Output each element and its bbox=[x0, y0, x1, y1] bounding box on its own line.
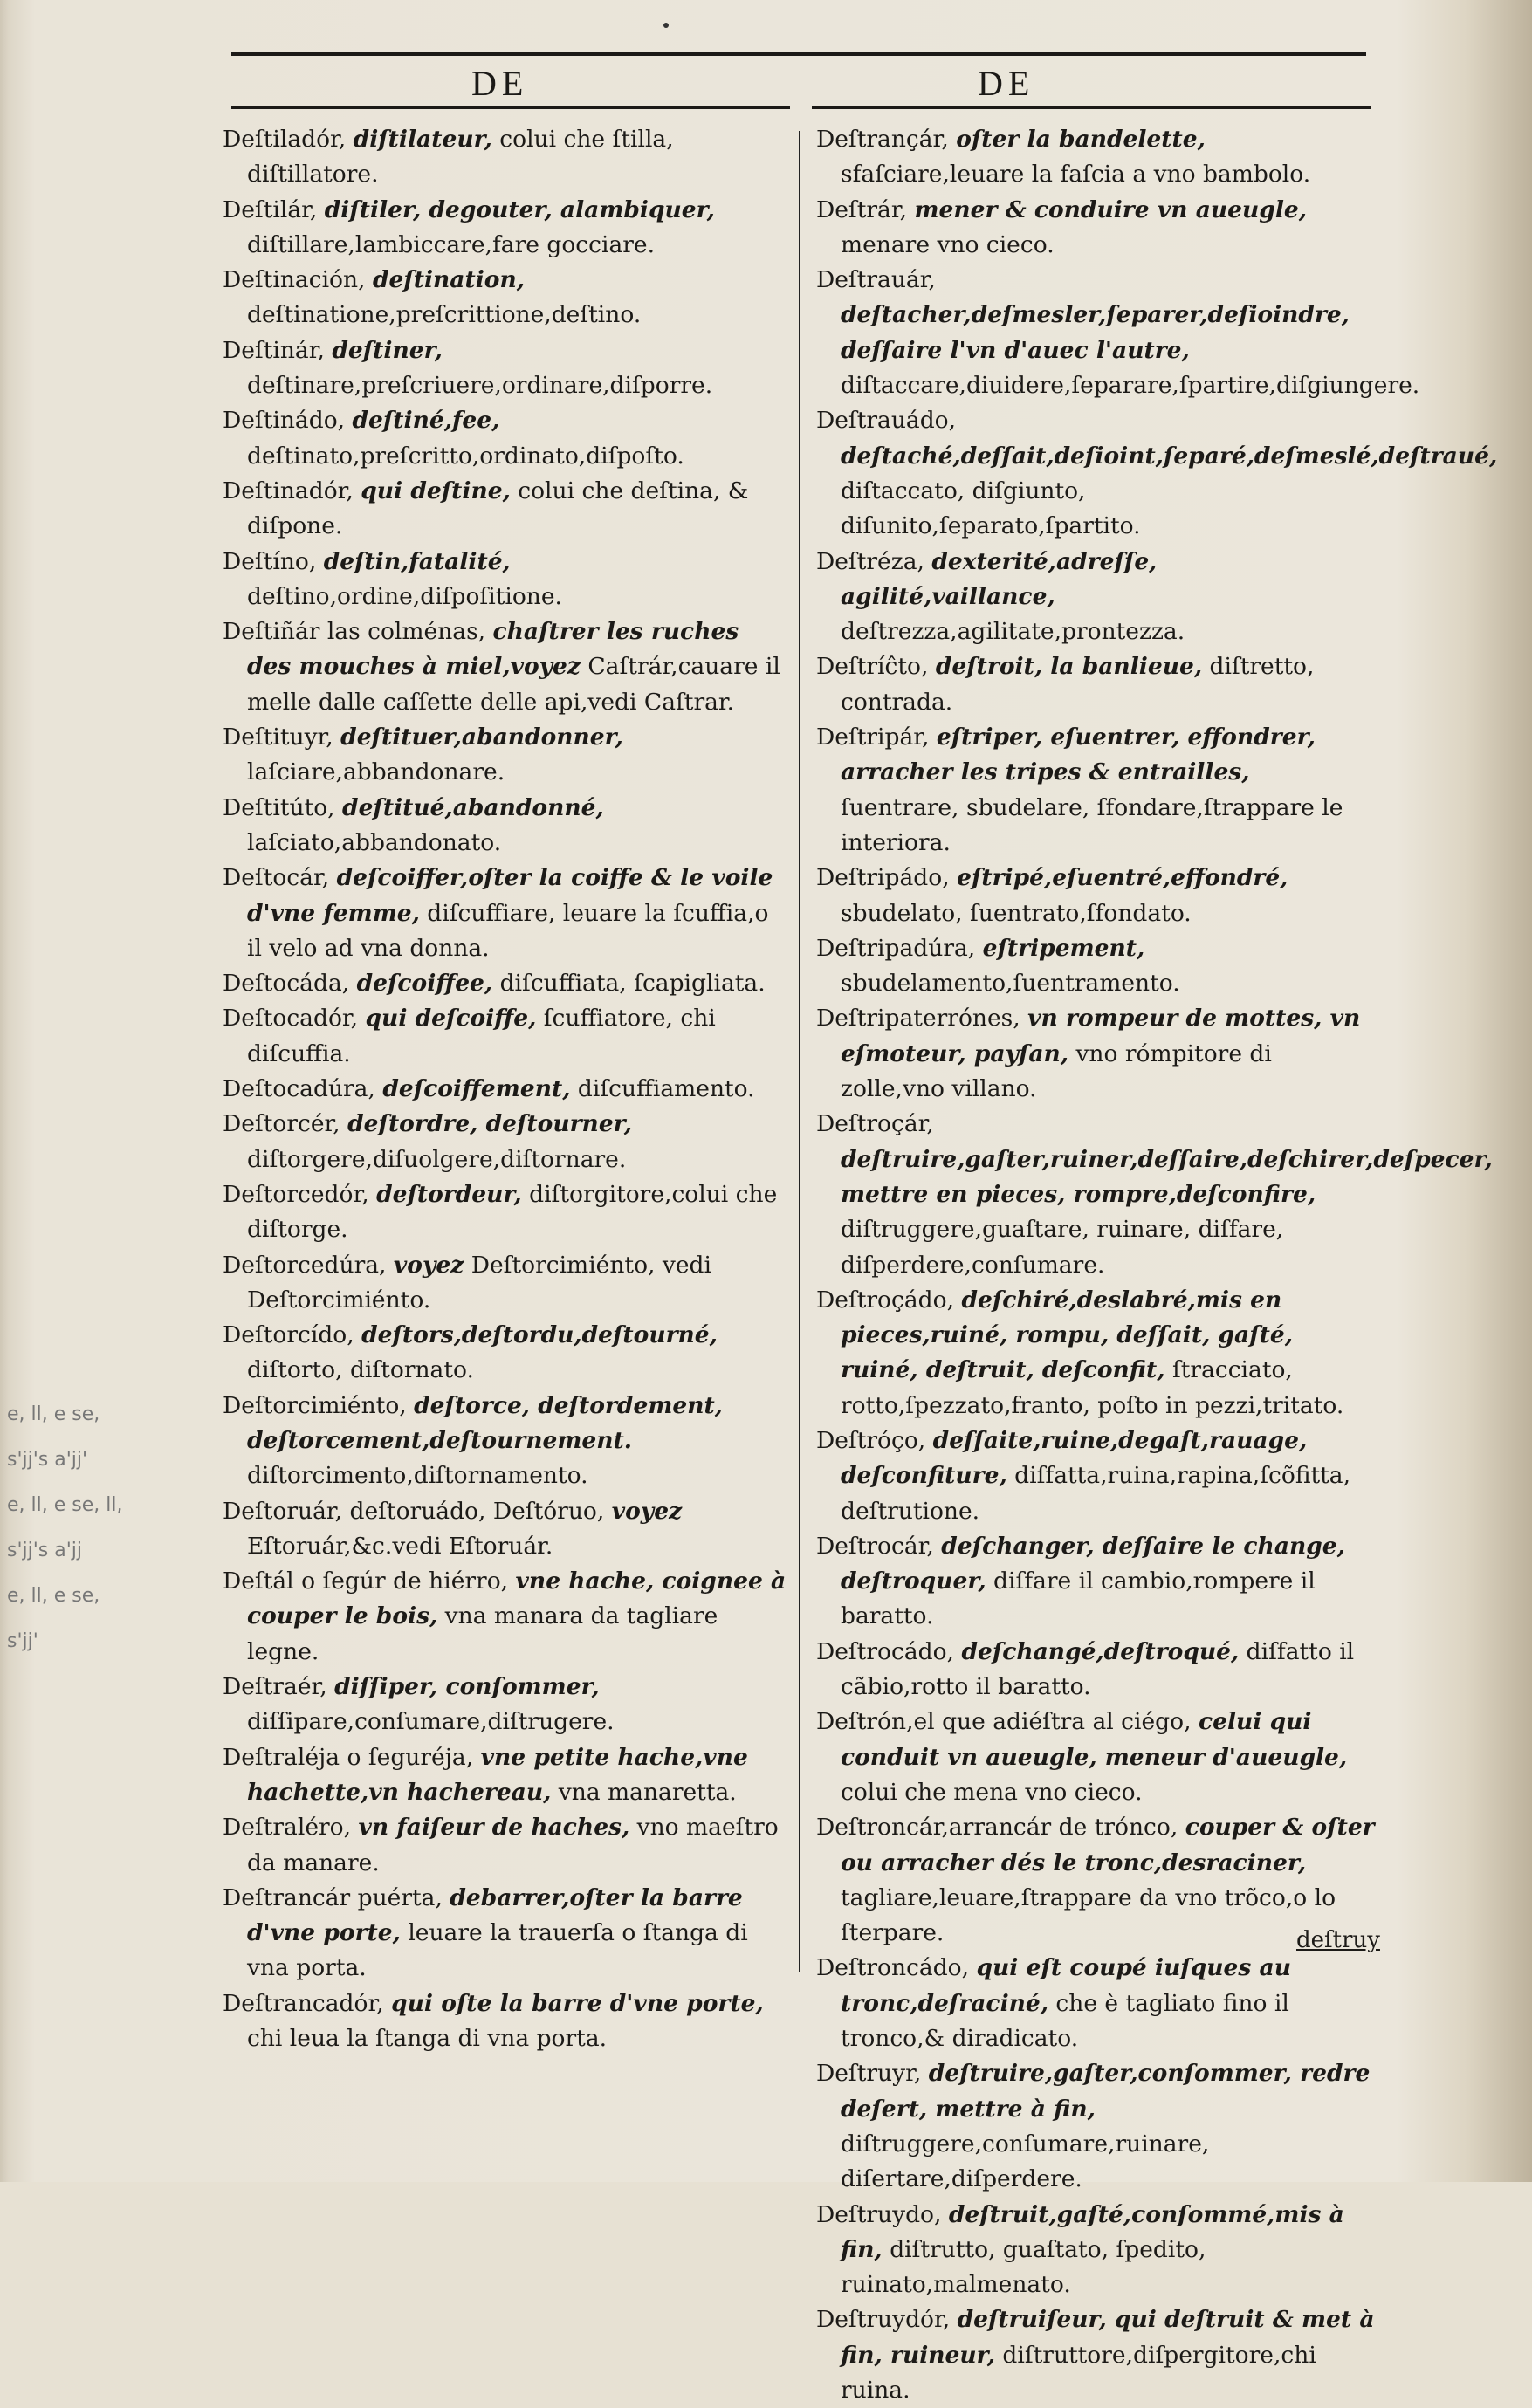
dictionary-entry bbox=[223, 1740, 790, 1811]
entry-headword: Deſtoruár, deſtoruádo, Deſtóruo, bbox=[223, 1497, 605, 1525]
entry-french: voyez bbox=[611, 1497, 683, 1525]
entry-italian: deſtrezza,agilitate,prontezza. bbox=[841, 618, 1185, 646]
entry-italian: che è tagliato fino il tronco,& diradicato. bbox=[841, 1989, 1289, 2053]
entry-french: deſtiné,fee, bbox=[352, 407, 500, 435]
entry-headword: Deſtroçár, bbox=[816, 1110, 934, 1138]
dictionary-entry bbox=[816, 1424, 1375, 1529]
entry-headword: Deſtinadór, bbox=[223, 477, 354, 504]
dictionary-entry bbox=[816, 931, 1375, 1002]
dictionary-entry bbox=[816, 2198, 1375, 2303]
entry-italian: sbudelato, ſuentrato,ſfondato. bbox=[841, 899, 1192, 927]
entry-italian: colui che mena vno cieco. bbox=[841, 1778, 1143, 1806]
entry-french: dexterité,adreſſe, agilité,vaillance, bbox=[841, 547, 1158, 610]
entry-french: vn faiſeur de haches, bbox=[358, 1814, 630, 1842]
entry-headword: Deſtripadúra, bbox=[816, 934, 976, 962]
entry-french: eſtriper, eſuentrer, effondrer, arracher les tripes & entrailles, bbox=[841, 724, 1316, 786]
entry-italian: diſcuffiamento. bbox=[577, 1075, 755, 1103]
dictionary-entry bbox=[223, 1072, 790, 1107]
entry-italian: deſtino,ordine,diſpoſitione. bbox=[247, 582, 562, 610]
entry-headword: Deſtrocádo, bbox=[816, 1637, 954, 1665]
dictionary-entry bbox=[223, 614, 790, 720]
entry-italian: diſtaccare,diuidere,ſeparare,ſpartire,diſgiungere. bbox=[841, 372, 1420, 400]
dictionary-entry bbox=[223, 1810, 790, 1881]
entry-french: deſcoiffee, bbox=[356, 970, 493, 998]
margin-mark: e, ll, e se, ll, bbox=[7, 1494, 123, 1516]
entry-french: deſtituer,abandonner, bbox=[340, 724, 623, 751]
entry-italian: diſtaccato, diſgiunto, diſunito,ſeparato,ſpartito. bbox=[841, 477, 1141, 540]
entry-headword: Deſtruyr, bbox=[816, 2060, 922, 2088]
entry-italian: ſtracciato, rotto,ſpezzato,franto, poſto in pezzi,tritato. bbox=[841, 1356, 1344, 1419]
entry-french: eſtripement, bbox=[982, 934, 1145, 962]
dictionary-entry bbox=[223, 1494, 790, 1565]
top-rule bbox=[231, 52, 1366, 56]
dictionary-entry bbox=[816, 2056, 1375, 2197]
entry-french: deſtitué,abandonné, bbox=[342, 793, 604, 821]
dictionary-entry bbox=[223, 1177, 790, 1248]
entry-italian: Eſtoruár,&c.vedi Eſtoruár. bbox=[247, 1532, 553, 1560]
entry-headword: Deſtorcedór, bbox=[223, 1180, 369, 1208]
entry-italian: sbudelamento,ſuentramento. bbox=[841, 970, 1180, 998]
dictionary-entry bbox=[223, 1107, 790, 1177]
entry-headword: Deſtripaterrónes, bbox=[816, 1005, 1020, 1032]
entry-french: couper & oſter ou arracher dés le tronc,desraciner, bbox=[841, 1814, 1375, 1876]
entry-french: deſcoiffement, bbox=[382, 1075, 571, 1103]
entry-french: deſtordre, deſtourner, bbox=[347, 1110, 632, 1138]
dictionary-entry bbox=[816, 403, 1498, 544]
entry-italian: diſcuffiata, ſcapigliata. bbox=[499, 970, 766, 998]
margin-mark: s'jj's a'jj bbox=[7, 1540, 82, 1561]
entry-italian: vna manaretta. bbox=[558, 1778, 737, 1806]
margin-marks bbox=[7, 1392, 190, 1664]
entry-french: eſtripé,eſuentré,effondré, bbox=[957, 864, 1288, 892]
entry-french: deſtroit, la banlieue, bbox=[935, 653, 1203, 681]
entry-french: deſcoiffer,oſter la coiffe & le voile d'vne femme, bbox=[247, 864, 773, 927]
entry-italian: diſtrutto, guaſtato, ſpedito, ruinato,malmenato. bbox=[841, 2235, 1206, 2299]
entry-headword: Deſtorcimiénto, bbox=[223, 1391, 407, 1419]
entry-headword: Deſtrauár, bbox=[816, 266, 936, 294]
entry-italian: diſtruggere,conſumare,ruinare, diſertare,diſperdere. bbox=[841, 2130, 1210, 2193]
dictionary-entry bbox=[816, 2302, 1375, 2408]
catchword: deſtruy bbox=[1296, 1927, 1380, 1953]
entry-french: qui deſtine, bbox=[361, 477, 511, 504]
entry-headword: Deſtiñár las colménas, bbox=[223, 618, 486, 646]
entry-italian: laſciare,abbandonare. bbox=[247, 758, 505, 786]
entry-italian: Caſtrár,cauare il melle dalle caſſette delle api,vedi Caſtrar. bbox=[247, 653, 780, 716]
entry-headword: Deſtruydór, bbox=[816, 2306, 951, 2334]
entry-italian: deſtinare,preſcriuere,ordinare,diſporre. bbox=[247, 372, 713, 400]
entry-french: vne petite hache,vne hachette,vn hachereau, bbox=[247, 1743, 748, 1806]
entry-headword: Deſtróço, bbox=[816, 1426, 926, 1454]
entry-french: diſtiler, degouter, alambiquer, bbox=[324, 196, 715, 223]
entry-french: qui oſte la barre d'vne porte, bbox=[391, 1989, 764, 2017]
dictionary-entry bbox=[816, 1705, 1375, 1810]
entry-french: deſtors,deſtordu,deſtourné, bbox=[361, 1321, 718, 1349]
dictionary-entry bbox=[816, 1810, 1375, 1951]
margin-mark: e, ll, e se, bbox=[7, 1585, 100, 1607]
entry-italian: colui che ſtilla, diſtillatore. bbox=[247, 126, 674, 189]
entry-italian: diſtorgere,diſuolgere,diſtornare. bbox=[247, 1145, 627, 1173]
dictionary-entry bbox=[223, 861, 790, 966]
entry-french: deſtaché,deſſait,deſioint,ſeparé,deſmeslé,deſtraué, bbox=[841, 442, 1498, 470]
ink-dot bbox=[663, 23, 669, 28]
entry-headword: Deſtituyr, bbox=[223, 724, 333, 751]
dictionary-entry bbox=[816, 1529, 1375, 1635]
entry-french: deſchangé,deſtroqué, bbox=[961, 1637, 1240, 1665]
entry-french: deſtiner, bbox=[332, 336, 443, 364]
entry-italian: deſtinato,preſcritto,ordinato,diſpoſto. bbox=[247, 442, 684, 470]
entry-headword: Deſtocadúra, bbox=[223, 1075, 375, 1103]
dictionary-entry bbox=[223, 545, 790, 615]
entry-french: voyez bbox=[393, 1251, 464, 1279]
entry-headword: Deſtripádo, bbox=[816, 864, 950, 892]
dictionary-entry bbox=[223, 1318, 790, 1389]
header-right: DE bbox=[978, 64, 1035, 103]
entry-french: deſtruire,gaſter,ruiner,deſſaire,deſchirer,deſpecer, mettre en pieces, rompre,deſconfire, bbox=[841, 1145, 1493, 1208]
header-rule-left bbox=[231, 106, 790, 109]
entry-italian: chi leua la ſtanga di vna porta. bbox=[247, 2025, 608, 2053]
entry-italian: diſfatto il cãbio,rotto il baratto. bbox=[841, 1637, 1355, 1701]
entry-french: deſtorce, deſtordement, deſtorcement,deſtournement. bbox=[247, 1391, 723, 1454]
dictionary-entry bbox=[816, 1951, 1375, 2056]
entry-french: deſtination, bbox=[372, 266, 525, 294]
dictionary-entry bbox=[223, 1248, 790, 1319]
entry-french: qui deſcoiffe, bbox=[365, 1005, 537, 1032]
entry-headword: Deſtorcér, bbox=[223, 1110, 340, 1138]
entry-headword: Deſtraér, bbox=[223, 1673, 327, 1701]
entry-french: deſtordeur, bbox=[376, 1180, 522, 1208]
entry-headword: Deſtrancár puérta, bbox=[223, 1883, 443, 1911]
entry-headword: Deſtripár, bbox=[816, 724, 930, 751]
entry-italian: vno maeſtro da manare. bbox=[247, 1814, 779, 1876]
dictionary-entry bbox=[223, 1881, 790, 1986]
entry-italian: ſuentrare, sbudelare, ſfondare,ſtrappare le interiora. bbox=[841, 793, 1343, 856]
entry-headword: Deſtrocár, bbox=[816, 1532, 934, 1560]
entry-headword: Deſtroncádo, bbox=[816, 1954, 970, 1982]
entry-headword: Deſtorcído, bbox=[223, 1321, 354, 1349]
entry-headword: Deſtinádo, bbox=[223, 407, 346, 435]
dictionary-entry bbox=[816, 122, 1375, 193]
entry-headword: Deſtorcedúra, bbox=[223, 1251, 387, 1279]
entry-italian: diſtruggere,guaſtare, ruinare, diſfare, diſperdere,conſumare. bbox=[841, 1216, 1284, 1279]
entry-italian: laſciato,abbandonato. bbox=[247, 828, 502, 856]
margin-mark: e, ll, e se, bbox=[7, 1403, 100, 1425]
entry-italian: diſfare il cambio,rompere il baratto. bbox=[841, 1568, 1316, 1630]
entry-italian: leuare la trauerſa o ſtanga di vna porta. bbox=[247, 1919, 748, 1982]
entry-headword: Deſtiladór, bbox=[223, 126, 347, 153]
entry-italian: deſtinatione,preſcrittione,deſtino. bbox=[247, 301, 642, 329]
entry-italian: vna manara da tagliare legne. bbox=[247, 1602, 718, 1665]
dictionary-entry bbox=[816, 861, 1375, 931]
entry-italian: sfaſciare,leuare la faſcia a vno bambolo. bbox=[841, 161, 1311, 189]
dictionary-entry bbox=[816, 649, 1375, 720]
margin-mark: s'jj' bbox=[7, 1630, 38, 1652]
dictionary-entry bbox=[223, 474, 790, 545]
entry-french: qui eſt coupé iuſques au tronc,deſraciné, bbox=[841, 1954, 1291, 2017]
dictionary-entry bbox=[223, 122, 790, 193]
entry-italian: diſfatta,ruina,rapina,ſcõfitta, deſtrutione. bbox=[841, 1462, 1351, 1525]
entry-headword: Deſtrauádo, bbox=[816, 407, 957, 435]
dictionary-entry bbox=[223, 193, 790, 264]
entry-italian: colui che deſtina, & diſpone. bbox=[247, 477, 749, 540]
entry-french: celui qui conduit vn aueugle, meneur d'aueugle, bbox=[841, 1708, 1348, 1771]
dictionary-entry bbox=[223, 1670, 790, 1740]
entry-french: deſtacher,deſmesler,ſeparer,deſioindre, deſſaire l'vn d'auec l'autre, bbox=[841, 301, 1350, 364]
entry-headword: Deſtroncár,arrancár de trónco, bbox=[816, 1814, 1178, 1842]
dictionary-entry bbox=[223, 1001, 790, 1072]
dictionary-entry bbox=[816, 193, 1375, 264]
entry-french: deſſaite,ruine,degaſt,rauage, deſconfiture, bbox=[841, 1426, 1308, 1490]
dictionary-entry bbox=[816, 1635, 1375, 1705]
entry-headword: Deſtrón,el que adiéſtra al ciégo, bbox=[816, 1708, 1192, 1736]
entry-italian: diſtillare,lambiccare,fare gocciare. bbox=[247, 230, 656, 258]
entry-italian: diſcuffiare, leuare la ſcuffia,o il velo ad vna donna. bbox=[247, 899, 769, 962]
dictionary-entry bbox=[223, 791, 790, 861]
header-left: DE bbox=[471, 64, 529, 103]
entry-french: diſtilateur, bbox=[353, 126, 492, 153]
entry-headword: Deſtál o ſegúr de hiérro, bbox=[223, 1568, 509, 1595]
dictionary-entry bbox=[816, 720, 1375, 861]
right-column bbox=[816, 122, 1498, 2408]
entry-headword: Deſtroçádo, bbox=[816, 1286, 954, 1314]
entry-french: mener & conduire vn aueugle, bbox=[914, 196, 1307, 223]
dictionary-entry bbox=[816, 1001, 1375, 1107]
entry-french: deſtruiſeur, qui deſtruit & met à fin, ruineur, bbox=[841, 2306, 1375, 2369]
margin-mark: s'jj's a'jj' bbox=[7, 1449, 88, 1471]
dictionary-entry bbox=[223, 333, 790, 404]
column-divider bbox=[799, 131, 800, 1972]
dictionary-entry bbox=[816, 1107, 1493, 1282]
dictionary-entry bbox=[223, 720, 790, 791]
entry-italian: diſtruttore,diſpergitore,chi ruina. bbox=[841, 2341, 1316, 2404]
entry-headword: Deſtríĉto, bbox=[816, 653, 929, 681]
entry-french: deſtruit,gaſté,conſommé,mis à fin, bbox=[841, 2200, 1344, 2263]
entry-french: deſchiré,deslabré,mis en pieces,ruiné, rompu, deſſait, gaſté, ruiné, deſtruit, deſconfit, bbox=[841, 1286, 1293, 1384]
entry-headword: Deſtraléja o ſeguréja, bbox=[223, 1743, 474, 1771]
entry-headword: Deſtocadór, bbox=[223, 1005, 359, 1032]
entry-french: oſter la bandelette, bbox=[956, 126, 1206, 153]
entry-headword: Deſtocár, bbox=[223, 864, 330, 892]
dictionary-entry bbox=[816, 1283, 1375, 1424]
entry-french: deſtin,fatalité, bbox=[323, 547, 511, 575]
entry-french: vne hache, coignee à couper le bois, bbox=[247, 1568, 787, 1630]
entry-headword: Deſtrançár, bbox=[816, 126, 949, 153]
entry-headword: Deſtrár, bbox=[816, 196, 908, 223]
dictionary-entry bbox=[223, 1986, 790, 2057]
entry-headword: Deſtraléro, bbox=[223, 1814, 352, 1842]
entry-headword: Deſtréza, bbox=[816, 547, 924, 575]
entry-headword: Deſtinación, bbox=[223, 266, 366, 294]
entry-headword: Deſtilár, bbox=[223, 196, 318, 223]
entry-french: diſſiper, conſommer, bbox=[334, 1673, 600, 1701]
entry-italian: vno rómpitore di zolle,vno villano. bbox=[841, 1039, 1272, 1103]
entry-italian: diſtretto, contrada. bbox=[841, 653, 1315, 716]
entry-italian: diſtorgitore,colui che diſtorge. bbox=[247, 1180, 778, 1244]
dictionary-entry bbox=[223, 263, 790, 333]
header-rule-right bbox=[812, 106, 1371, 109]
entry-french: vn rompeur de mottes, vn eſmoteur, payſan, bbox=[841, 1005, 1361, 1067]
entry-italian: diſſipare,conſumare,diſtrugere. bbox=[247, 1708, 615, 1736]
entry-headword: Deſtrancadór, bbox=[223, 1989, 384, 2017]
dictionary-entry bbox=[223, 966, 790, 1001]
entry-italian: menare vno cieco. bbox=[841, 230, 1055, 258]
entry-italian: diſtorcimento,diſtornamento. bbox=[247, 1462, 588, 1490]
entry-french: deſtruire,gaſter,conſommer, redre deſert, mettre à fin, bbox=[841, 2060, 1371, 2123]
dictionary-entry bbox=[816, 263, 1420, 403]
dictionary-entry bbox=[223, 1564, 790, 1670]
entry-headword: Deſtinár, bbox=[223, 336, 325, 364]
entry-headword: Deſtíno, bbox=[223, 547, 317, 575]
dictionary-entry bbox=[223, 1389, 790, 1494]
entry-headword: Deſtruydo, bbox=[816, 2200, 942, 2228]
entry-italian: ſcuffiatore, chi diſcuffia. bbox=[247, 1005, 716, 1067]
entry-italian: tagliare,leuare,ſtrappare da vno trõco,o lo ſterpare. bbox=[841, 1883, 1336, 1947]
entry-italian: diſtorto, diſtornato. bbox=[247, 1356, 474, 1384]
entry-french: chaſtrer les ruches des mouches à miel,voyez bbox=[247, 618, 739, 681]
left-column bbox=[223, 122, 790, 2056]
entry-french: deſchanger, deſſaire le change, deſtroquer, bbox=[841, 1532, 1345, 1595]
entry-french: debarrer,oſter la barre d'vne porte, bbox=[247, 1883, 743, 1947]
entry-italian: Deſtorcimiénto, vedi Deſtorcimiénto. bbox=[247, 1251, 711, 1314]
dictionary-entry bbox=[223, 403, 790, 474]
entry-headword: Deſtocáda, bbox=[223, 970, 350, 998]
entry-headword: Deſtitúto, bbox=[223, 793, 335, 821]
dictionary-entry bbox=[816, 545, 1375, 650]
